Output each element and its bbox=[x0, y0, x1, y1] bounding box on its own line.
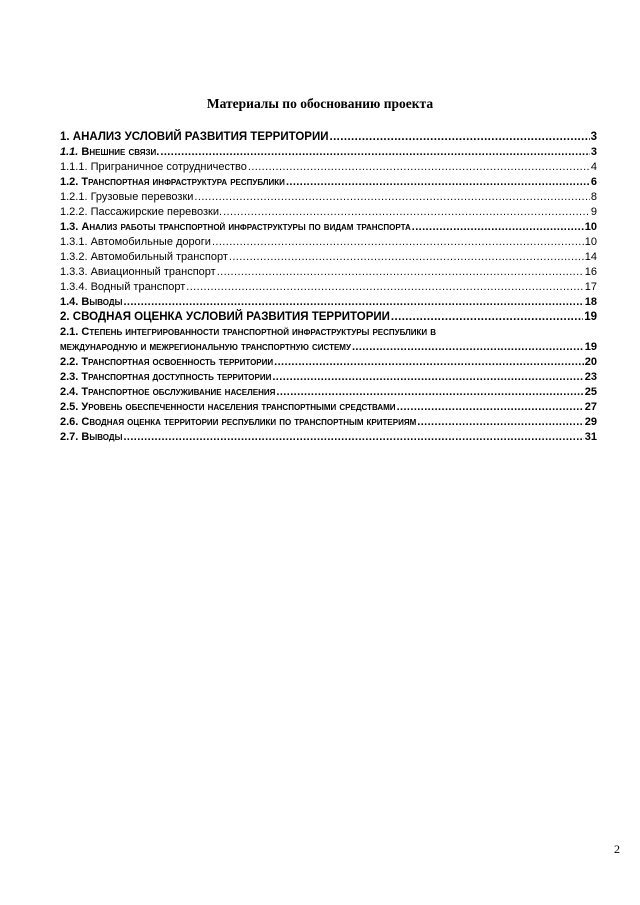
toc-leader-dots bbox=[329, 130, 589, 145]
toc-leader-dots bbox=[272, 370, 583, 385]
toc-entry[interactable] bbox=[60, 340, 597, 355]
toc-entry[interactable] bbox=[60, 415, 597, 430]
toc-entry[interactable] bbox=[60, 190, 597, 205]
toc-leader-dots bbox=[223, 205, 590, 220]
toc-entry-label bbox=[60, 385, 275, 400]
toc-entry-text: АНАЛИЗ УСЛОВИЙ РАЗВИТИЯ ТЕРРИТОРИИ bbox=[72, 131, 329, 143]
toc-entry-text: Степень интегрированности транспортной инфраструктуры республики в bbox=[81, 326, 436, 338]
toc-entry-label bbox=[60, 130, 328, 145]
toc-entry-number: 2.2. bbox=[60, 356, 79, 368]
toc-entry-number: 1. bbox=[60, 131, 70, 143]
toc-entry-number: 1.3.1. bbox=[60, 236, 88, 248]
toc-entry[interactable] bbox=[60, 160, 597, 175]
toc-entry-text: Сводная оценка территории республики по транспортным критериям bbox=[81, 416, 417, 428]
toc-entry-page: 6 bbox=[590, 176, 597, 188]
toc-entry[interactable] bbox=[60, 220, 597, 235]
toc-entry-number: 1.3.3. bbox=[60, 266, 88, 278]
toc-leader-dots bbox=[212, 235, 584, 250]
toc-entry-page: 19 bbox=[584, 341, 597, 353]
toc-entry-text: СВОДНАЯ ОЦЕНКА УСЛОВИЙ РАЗВИТИЯ ТЕРРИТОРИИ bbox=[72, 311, 390, 323]
toc-entry-text: Выводы bbox=[81, 431, 123, 443]
page-title: Материалы по обоснованию проекта bbox=[206, 96, 434, 111]
toc-entry-label bbox=[60, 265, 216, 280]
toc-entry-page: 4 bbox=[590, 161, 597, 173]
toc-entry-label bbox=[60, 355, 273, 370]
toc-entry-text: Грузовые перевозки bbox=[90, 191, 194, 203]
toc-entry-page: 14 bbox=[584, 251, 597, 263]
toc-entry-label bbox=[60, 370, 271, 385]
toc-entry-text: Транспортная освоенность территории bbox=[81, 356, 274, 368]
toc-entry-label bbox=[60, 400, 396, 415]
toc-entry-text: Транспортное обслуживание населения bbox=[81, 386, 276, 398]
toc-entry-page: 10 bbox=[584, 236, 597, 248]
toc-leader-dots bbox=[352, 340, 584, 355]
toc-entry-text: Транспортная доступность территории bbox=[81, 371, 272, 383]
toc-entry-page: 10 bbox=[584, 221, 597, 233]
toc-entry[interactable] bbox=[60, 175, 597, 190]
toc-entry-text: Внешние связи. bbox=[81, 146, 160, 158]
toc-entry-number: 2. bbox=[60, 311, 70, 323]
toc-leader-dots bbox=[248, 160, 590, 175]
toc-entry-number: 1.2. bbox=[60, 176, 79, 188]
toc-entry[interactable] bbox=[60, 355, 597, 370]
toc-entry-page: 8 bbox=[590, 191, 597, 203]
toc-entry-number: 1.1. bbox=[60, 146, 79, 158]
toc-leader-dots bbox=[123, 430, 583, 445]
toc-entry-text: международную и межрегиональную транспортную систему bbox=[60, 341, 351, 353]
toc-entry[interactable] bbox=[60, 235, 597, 250]
toc-entry-label bbox=[60, 415, 416, 430]
toc-entry-number: 1.3.2. bbox=[60, 251, 88, 263]
toc-entry-page: 9 bbox=[590, 206, 597, 218]
toc-leader-dots bbox=[397, 400, 584, 415]
toc-entry-text: Приграничное сотрудничество bbox=[90, 161, 247, 173]
toc-entry[interactable] bbox=[60, 385, 597, 400]
toc-entry[interactable] bbox=[60, 280, 597, 295]
toc-entry-number: 1.2.1. bbox=[60, 191, 88, 203]
toc-entry-page: 3 bbox=[590, 131, 597, 143]
toc-leader-dots bbox=[274, 355, 584, 370]
toc-entry-page: 16 bbox=[584, 266, 597, 278]
toc-entry[interactable] bbox=[60, 265, 597, 280]
toc-entry-number: 2.4. bbox=[60, 386, 79, 398]
toc-entry-page: 29 bbox=[584, 416, 597, 428]
toc-entry-label bbox=[60, 310, 390, 325]
toc-entry[interactable] bbox=[60, 145, 597, 160]
toc-entry-number: 2.3. bbox=[60, 371, 79, 383]
toc-entry-number: 2.1. bbox=[60, 326, 79, 338]
toc-entry-number: 2.5. bbox=[60, 401, 79, 413]
toc-entry-text: Водный транспорт bbox=[90, 281, 186, 293]
toc-entry-label bbox=[60, 430, 122, 445]
toc-entry-label bbox=[60, 205, 222, 220]
page-number: 2 bbox=[614, 842, 620, 856]
toc-entry-label bbox=[60, 235, 211, 250]
table-of-contents bbox=[60, 130, 597, 445]
toc-entry-page: 23 bbox=[584, 371, 597, 383]
toc-entry-number: 2.7. bbox=[60, 431, 79, 443]
toc-entry-page: 17 bbox=[584, 281, 597, 293]
toc-entry-text: Анализ работы транспортной инфраструктуры по видам транспорта bbox=[81, 221, 411, 233]
toc-entry[interactable] bbox=[60, 295, 597, 310]
toc-entry-text: Автомобильные дороги bbox=[90, 236, 211, 248]
toc-entry-label bbox=[60, 325, 436, 340]
toc-entry-label bbox=[60, 190, 193, 205]
toc-entry-text: Автомобильный транспорт bbox=[90, 251, 228, 263]
toc-entry-page: 20 bbox=[584, 356, 597, 368]
toc-entry[interactable] bbox=[60, 400, 597, 415]
toc-entry[interactable] bbox=[60, 325, 597, 340]
toc-entry-number: 2.6. bbox=[60, 416, 79, 428]
toc-entry-number: 1.3.4. bbox=[60, 281, 88, 293]
toc-entry-label bbox=[60, 295, 122, 310]
toc-entry[interactable] bbox=[60, 430, 597, 445]
toc-leader-dots bbox=[276, 385, 583, 400]
toc-entry-page: 31 bbox=[584, 431, 597, 443]
toc-leader-dots bbox=[186, 280, 584, 295]
toc-leader-dots bbox=[123, 295, 583, 310]
toc-entry-page: 25 bbox=[584, 386, 597, 398]
toc-entry-number: 1.2.2. bbox=[60, 206, 88, 218]
toc-entry-number: 1.3. bbox=[60, 221, 79, 233]
toc-leader-dots bbox=[194, 190, 589, 205]
toc-entry[interactable] bbox=[60, 205, 597, 220]
toc-entry-text: Авиационный транспорт bbox=[90, 266, 216, 278]
toc-entry[interactable] bbox=[60, 310, 597, 325]
toc-leader-dots bbox=[286, 175, 590, 190]
toc-entry-label bbox=[60, 250, 228, 265]
toc-entry[interactable] bbox=[60, 370, 597, 385]
toc-entry[interactable] bbox=[60, 250, 597, 265]
toc-entry-label bbox=[60, 220, 411, 235]
toc-entry-label bbox=[60, 145, 159, 160]
toc-entry-page: 19 bbox=[584, 311, 597, 323]
toc-leader-dots bbox=[412, 220, 584, 235]
toc-entry-page: 27 bbox=[584, 401, 597, 413]
toc-leader-dots bbox=[391, 310, 583, 325]
toc-entry-text: Пассажирские перевозки. bbox=[90, 206, 223, 218]
toc-entry[interactable] bbox=[60, 130, 597, 145]
toc-entry-text: Выводы bbox=[81, 296, 123, 308]
toc-entry-label bbox=[60, 340, 351, 355]
toc-entry-label bbox=[60, 160, 247, 175]
toc-leader-dots bbox=[217, 265, 584, 280]
toc-entry-number: 1.1.1. bbox=[60, 161, 88, 173]
toc-entry-label bbox=[60, 280, 185, 295]
toc-entry-text: Транспортная инфраструктура республики bbox=[81, 176, 285, 188]
toc-entry-number: 1.4. bbox=[60, 296, 79, 308]
toc-entry-page: 3 bbox=[590, 146, 597, 158]
toc-leader-dots bbox=[417, 415, 584, 430]
toc-leader-dots bbox=[160, 145, 590, 160]
toc-entry-text: Уровень обеспеченности населения транспортными средствами bbox=[81, 401, 396, 413]
toc-entry-label bbox=[60, 175, 285, 190]
toc-leader-dots bbox=[229, 250, 584, 265]
toc-entry-page: 18 bbox=[584, 296, 597, 308]
